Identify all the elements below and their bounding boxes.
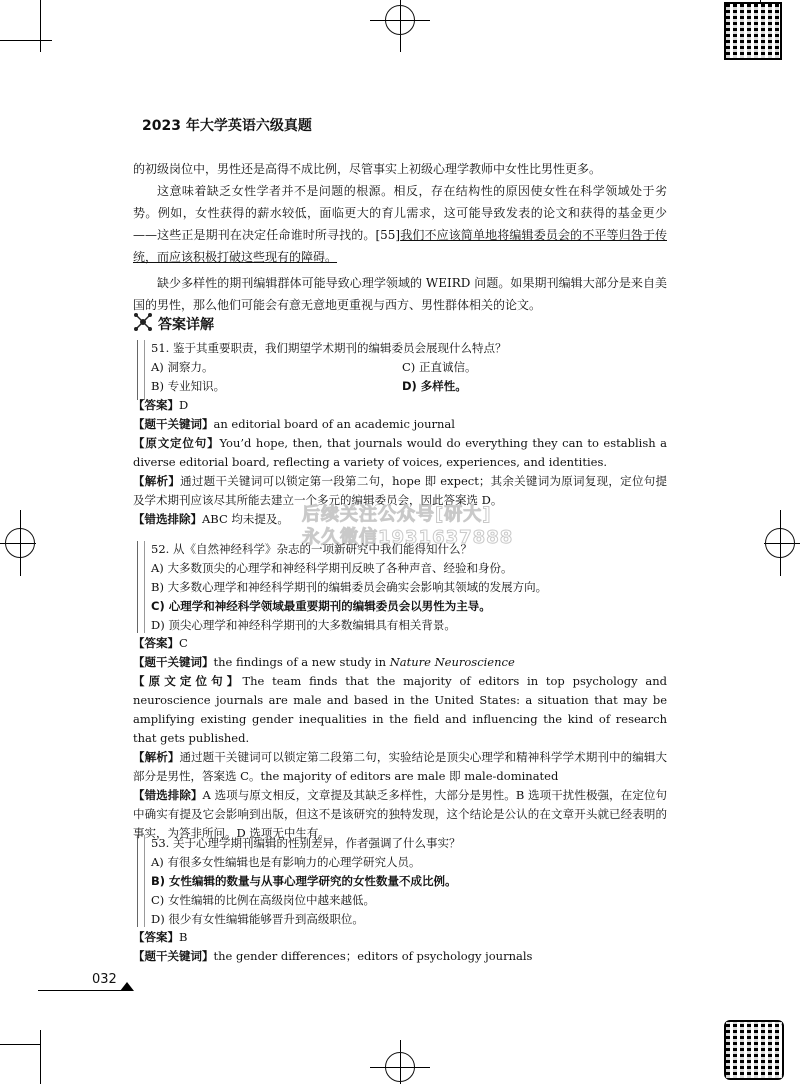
keyword-tag: 【题干关键词】 (133, 417, 214, 431)
qr-code-image (724, 1020, 784, 1080)
exclusion-text: ABC 均未提及。 (202, 512, 289, 526)
option-b: B) 专业知识。 (151, 379, 226, 393)
crop-mark (370, 1067, 430, 1068)
question-53 (151, 834, 671, 929)
passage (133, 158, 667, 316)
answer-value: B (179, 930, 188, 944)
option-c: C) 心理学和神经科学领域最重要期刊的编辑委员会以男性为主导。 (151, 599, 491, 613)
question-stem: 52. 从《自然神经科学》杂志的一项新研究中我们能得知什么？ (151, 542, 472, 556)
passage-text: 这意味着缺乏女性学者并不是问题的根源。相反，存在结构性的原因使女性在科学领域处于劣势。例如，女性获得的薪水较低，面临更大的育儿需求，这可能导致发表的论文和获得的基金更少——这些正是期刊在决定任命谁时所寻找的。[55] (133, 184, 667, 242)
crop-mark (370, 20, 430, 21)
source-tag: 【原文定位句】 (133, 674, 243, 688)
analysis-tag: 【解析】 (133, 750, 180, 764)
answer-value: C (179, 636, 188, 650)
exclusion-tag: 【错选排除】 (133, 512, 202, 526)
underlined-sentence: 我们不应该简单地将编辑委员会的不平等归咎于传统，而应该积极打破这些现有的障碍。 (133, 228, 667, 264)
question-52 (151, 540, 671, 635)
source-tag: 【原文定位句】 (133, 436, 220, 450)
qr-code-image (724, 2, 782, 60)
crop-mark (20, 510, 21, 576)
answer-block-52 (133, 634, 667, 843)
answer-tag: 【答案】 (133, 636, 179, 650)
answer-value: D (179, 398, 189, 412)
exclusion-text: A 选项与原文相反，文章提及其缺乏多样性，大部分是男性。B 选项干扰性极强，在定位句中确实有提及它会影响到出版，但这不是该研究的独特发现，这个结论是公认的在文章开头就已经表明的事实，为答非所问。D 选项无中生有。 (133, 788, 668, 840)
keyword-text: an editorial board of an academic journal (213, 417, 455, 431)
crop-mark (40, 1030, 41, 1084)
question-51 (151, 339, 671, 396)
option-b: B) 女性编辑的数量与从事心理学研究的女性数量不成比例。 (151, 874, 457, 888)
option-a: A) 有很多女性编辑也是有影响力的心理学研究人员。 (151, 855, 421, 869)
source-text: You’d hope, then, that journals would do everything they can to establish a diverse editorial board, reflecting a variety of voices, experiences, and identities. (133, 436, 667, 469)
keyword-tag: 【题干关键词】 (133, 949, 214, 963)
footer-rule (38, 990, 124, 991)
option-d: D) 很少有女性编辑能够晋升到高级职位。 (151, 912, 364, 926)
option-c: C) 正直诚信。 (402, 360, 477, 374)
header-title: 2023 年大学英语六级真题 (142, 118, 312, 134)
option-a: A) 洞察力。 (151, 360, 214, 374)
option-b: B) 大多数心理学和神经科学期刊的编辑委员会确实会影响其领域的发展方向。 (151, 580, 548, 594)
analysis-tag: 【解析】 (133, 474, 181, 488)
molecule-icon (133, 312, 153, 332)
option-d: D) 多样性。 (402, 379, 467, 393)
analysis-text: 通过题干关键词可以锁定第二段第二句，实验结论是顶尖心理学和精神科学学术期刊中的编辑大部分是男性，答案选 C。the majority of editors are male 即 male-dominated (133, 750, 668, 783)
analysis-text: 通过题干关键词可以锁定第一段第二句，hope 即 expect；其余关键词为原词复现，定位句提及学术期刊应该尽其所能去建立一个多元的编辑委员会，因此答案选 D。 (133, 474, 668, 507)
answer-tag: 【答案】 (133, 930, 179, 944)
keyword-text: the gender differences；editors of psychology journals (213, 949, 533, 963)
question-bar (137, 340, 145, 400)
question-stem: 51. 鉴于其重要职责，我们期望学术期刊的编辑委员会展现什么特点？ (151, 341, 507, 355)
question-stem: 53. 关于心理学期刊编辑的性别差异，作者强调了什么事实？ (151, 836, 461, 850)
question-bar (137, 541, 145, 633)
keyword-tag: 【题干关键词】 (133, 655, 214, 669)
crop-mark (780, 510, 781, 576)
watermark: 永久微信1931637888 (302, 527, 514, 548)
page-number: 032 (92, 972, 117, 987)
crop-mark (40, 0, 41, 52)
section-title: 答案详解 (158, 317, 214, 333)
exclusion-tag: 【错选排除】 (133, 788, 203, 802)
keyword-text: the findings of a new study in (213, 655, 390, 669)
passage-paragraph (133, 180, 667, 268)
option-d: D) 顶尖心理学和神经科学期刊的大多数编辑具有相关背景。 (151, 618, 456, 632)
journal-name: Nature Neuroscience (389, 655, 515, 669)
question-bar (137, 835, 145, 927)
source-text: The team finds that the majority of editors in top psychology and neuroscience journals are male and based in the United States: a situation that may be amplifying existing gender inequalities in the field and influencing the kind of research that gets published. (133, 674, 667, 745)
option-a: A) 大多数顶尖的心理学和神经科学期刊反映了各种声音、经验和身份。 (151, 561, 513, 575)
answer-tag: 【答案】 (133, 398, 179, 412)
crop-mark (0, 1044, 40, 1045)
passage-paragraph: 缺少多样性的期刊编辑群体可能导致心理学领域的 WEIRD 问题。如果期刊编辑大部分是来自美国的男性，那么他们可能会有意无意地更重视与西方、男性群体相关的论文。 (133, 276, 667, 312)
passage-line: 的初级岗位中，男性还是高得不成比例，尽管事实上初级心理学教师中女性比男性更多。 (133, 162, 602, 176)
option-c: C) 女性编辑的比例在高级岗位中越来越低。 (151, 893, 375, 907)
watermark: 后续关注公众号[研大] (302, 504, 492, 525)
answer-block-53 (133, 928, 667, 966)
crop-mark (0, 40, 52, 41)
triangle-icon (120, 982, 134, 991)
